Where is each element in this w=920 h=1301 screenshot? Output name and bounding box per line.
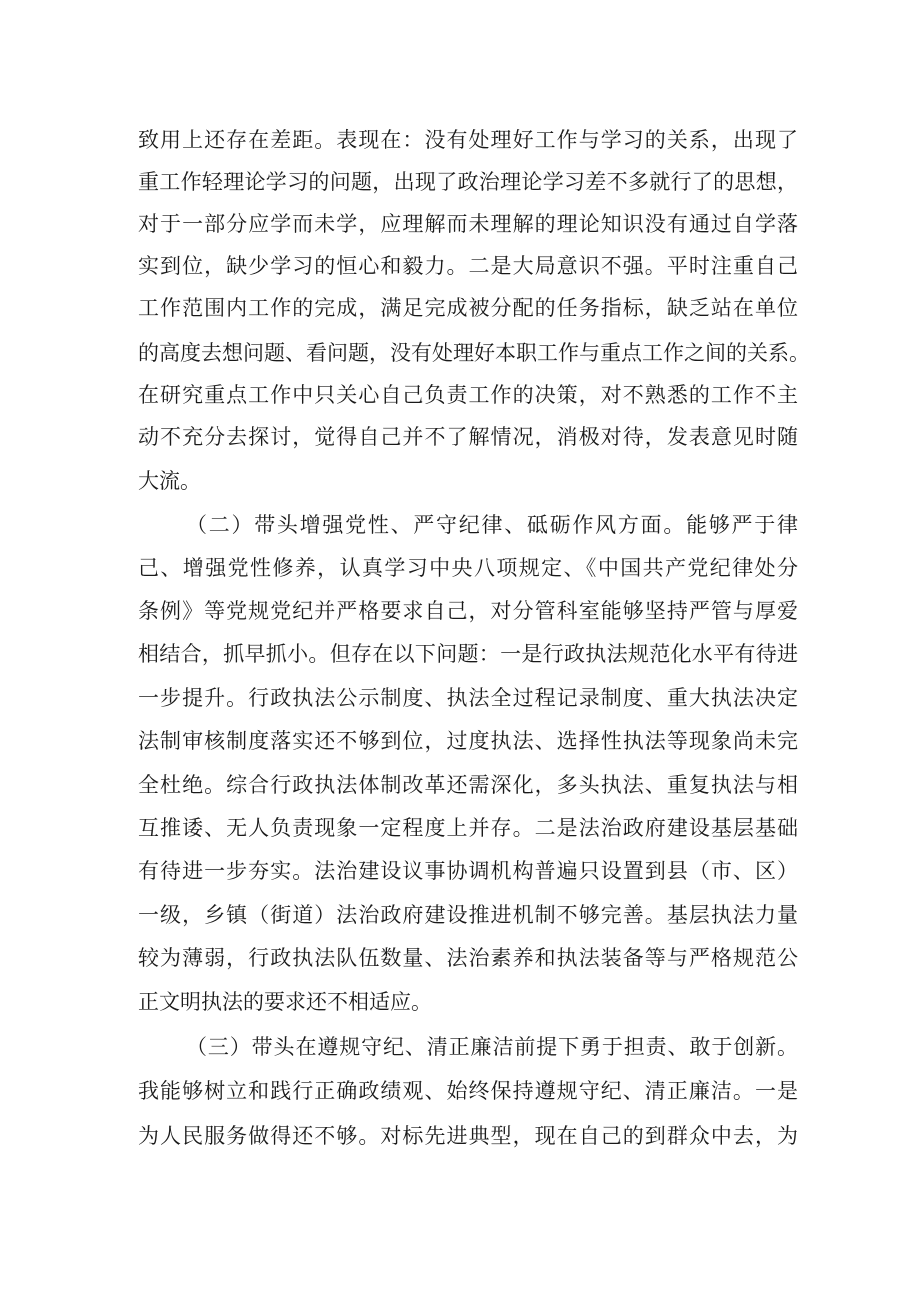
paragraph-2-line-8: 互推诿、无人负责现象一定程度上并存。二是法治政府建设基层基础	[138, 816, 798, 840]
paragraph-2-line-5: 一步提升。行政执法公示制度、执法全过程记录制度、重大执法决定	[138, 686, 798, 710]
paragraph-1-line-3: 对于一部分应学而未学，应理解而未理解的理论知识没有通过自学落	[138, 212, 798, 236]
paragraph-2-line-11: 较为薄弱，行政执法队伍数量、法治素养和执法装备等与严格规范公	[138, 946, 798, 970]
paragraph-1-line-4: 实到位，缺少学习的恒心和毅力。二是大局意识不强。平时注重自己	[138, 254, 798, 278]
paragraph-1-line-9: 大流。	[138, 469, 201, 493]
paragraph-3-line-2: 我能够树立和践行正确政绩观、始终保持遵规守纪、清正廉洁。一是	[138, 1079, 798, 1103]
paragraph-2-line-9: 有待进一步夯实。法治建设议事协调机构普遍只设置到县（市、区）	[138, 859, 798, 883]
paragraph-1-line-7: 在研究重点工作中只关心自己负责工作的决策，对不熟悉的工作不主	[138, 383, 798, 407]
paragraph-1-line-5: 工作范围内工作的完成，满足完成被分配的任务指标，缺乏站在单位	[138, 296, 798, 320]
paragraph-3-line-1: （三）带头在遵规守纪、清正廉洁前提下勇于担责、敢于创新。	[186, 1035, 798, 1059]
paragraph-2-line-12: 正文明执法的要求还不相适应。	[138, 990, 432, 1014]
paragraph-2-line-7: 全杜绝。综合行政执法体制改革还需深化，多头执法、重复执法与相	[138, 773, 798, 797]
paragraph-2-line-4: 相结合，抓早抓小。但存在以下问题：一是行政执法规范化水平有待进	[138, 642, 798, 666]
paragraph-1-line-8: 动不充分去探讨，觉得自己并不了解情况，消极对待，发表意见时随	[138, 425, 798, 449]
paragraph-2-line-1: （二）带头增强党性、严守纪律、砥砺作风方面。能够严于律	[186, 513, 798, 537]
paragraph-3-line-3: 为人民服务做得还不够。对标先进典型，现在自己的到群众中去，为	[138, 1124, 798, 1148]
paragraph-1-line-1: 致用上还存在差距。表现在：没有处理好工作与学习的关系，出现了	[138, 128, 798, 152]
paragraph-2-line-3: 条例》等党规党纪并严格要求自己，对分管科室能够坚持严管与厚爱	[138, 599, 798, 623]
paragraph-2-line-10: 一级，乡镇（街道）法治政府建设推进机制不够完善。基层执法力量	[138, 903, 798, 927]
paragraph-2-line-2: 己、增强党性修养，认真学习中央八项规定、《中国共产党纪律处分	[138, 556, 798, 580]
paragraph-2-line-6: 法制审核制度落实还不够到位，过度执法、选择性执法等现象尚未完	[138, 729, 798, 753]
paragraph-1-line-6: 的高度去想问题、看问题，没有处理好本职工作与重点工作之间的关系。	[138, 341, 810, 365]
paragraph-1-line-2: 重工作轻理论学习的问题，出现了政治理论学习差不多就行了的思想，	[138, 170, 798, 194]
